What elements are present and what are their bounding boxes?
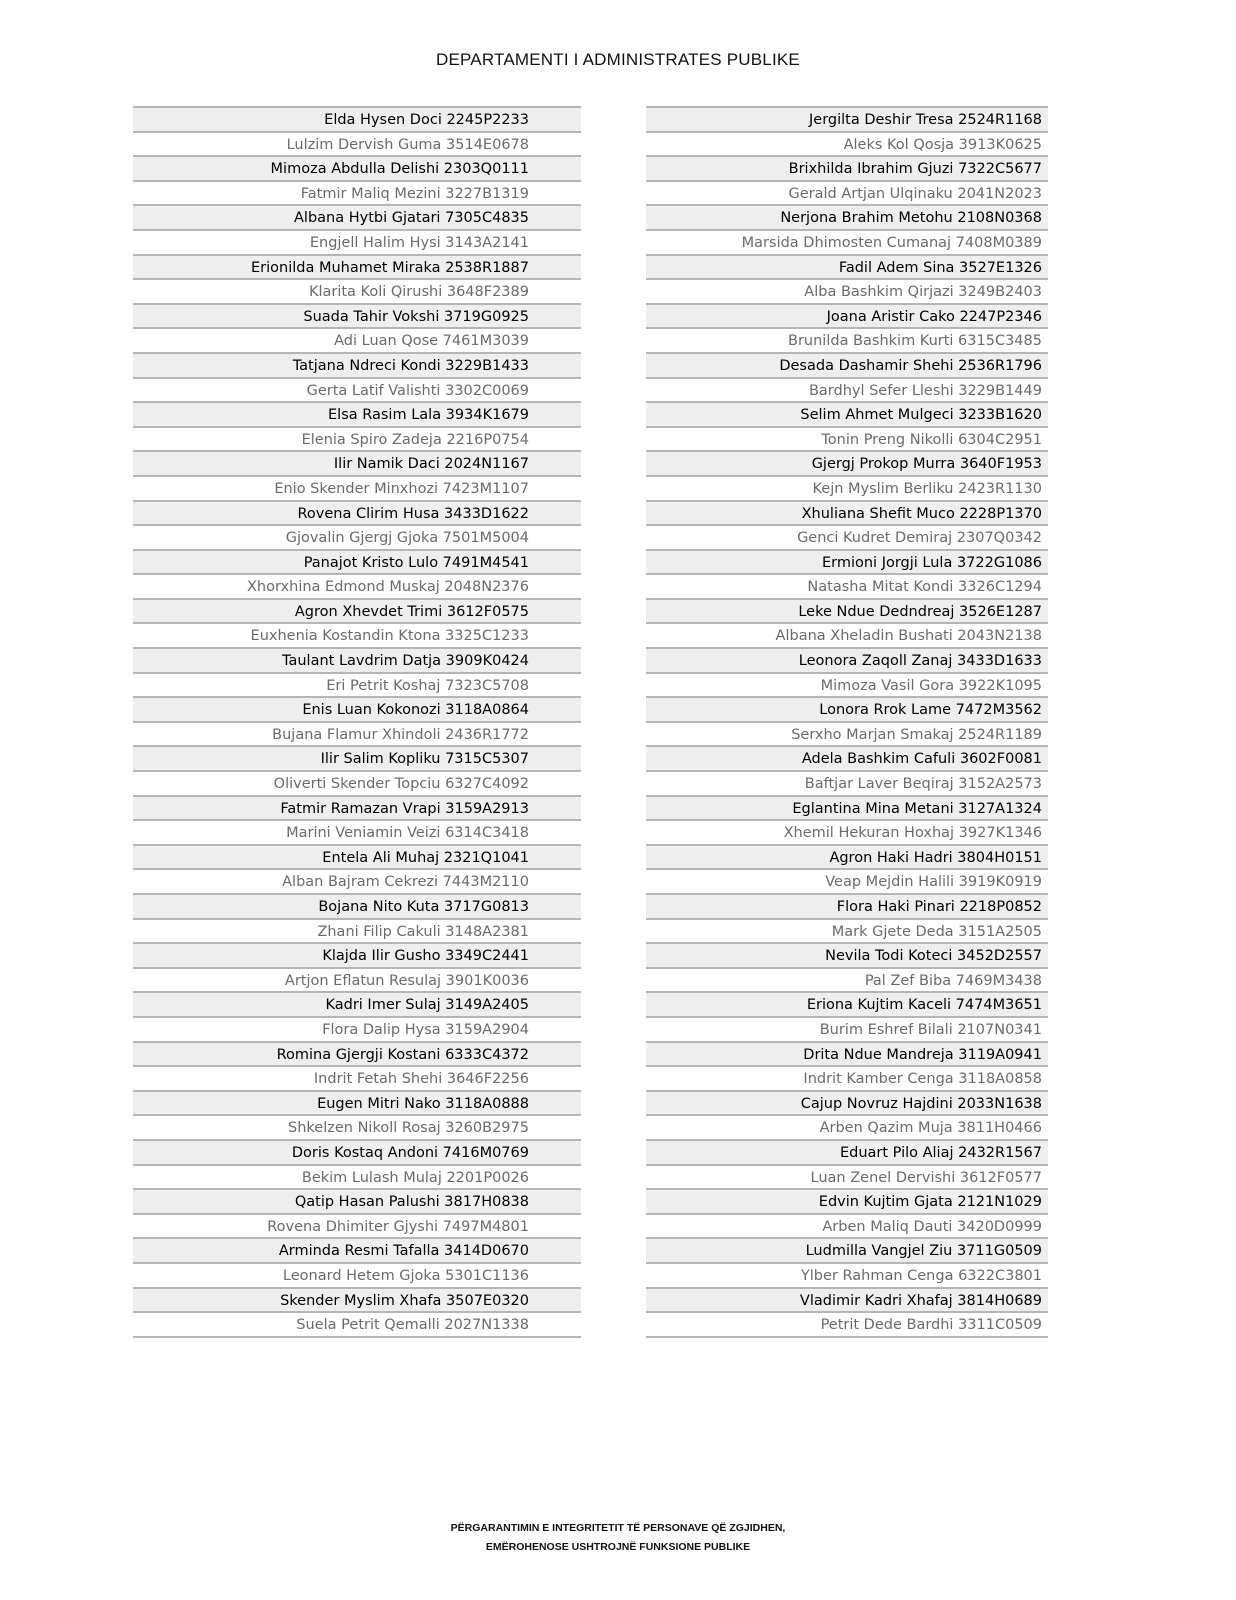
list-item: Baftjar Laver Beqiraj 3152A2573 — [646, 770, 1048, 795]
list-item: Bojana Nito Kuta 3717G0813 — [133, 893, 581, 918]
list-item: Romina Gjergji Kostani 6333C4372 — [133, 1041, 581, 1066]
list-item: Bekim Lulash Mulaj 2201P0026 — [133, 1164, 581, 1189]
list-item: Tonin Preng Nikolli 6304C2951 — [646, 426, 1048, 451]
list-item: Kadri Imer Sulaj 3149A2405 — [133, 991, 581, 1016]
right-name-list — [646, 106, 1048, 1338]
list-item: Petrit Dede Bardhi 3311C0509 — [646, 1311, 1048, 1336]
list-item: Shkelzen Nikoll Rosaj 3260B2975 — [133, 1114, 581, 1139]
list-item: Jergilta Deshir Tresa 2524R1168 — [646, 106, 1048, 131]
footer — [0, 1519, 1236, 1557]
list-item: Leonard Hetem Gjoka 5301C1136 — [133, 1262, 581, 1287]
list-item: Eugen Mitri Nako 3118A0888 — [133, 1090, 581, 1115]
list-item: Eduart Pilo Aliaj 2432R1567 — [646, 1139, 1048, 1164]
list-item: Natasha Mitat Kondi 3326C1294 — [646, 573, 1048, 598]
list-item: Lonora Rrok Lame 7472M3562 — [646, 696, 1048, 721]
list-item: Marsida Dhimosten Cumanaj 7408M0389 — [646, 229, 1048, 254]
list-item: Vladimir Kadri Xhafaj 3814H0689 — [646, 1287, 1048, 1312]
list-item: Joana Aristir Cako 2247P2346 — [646, 303, 1048, 328]
list-item: Klarita Koli Qirushi 3648F2389 — [133, 278, 581, 303]
list-item: Lulzim Dervish Guma 3514E0678 — [133, 131, 581, 156]
list-item: Ludmilla Vangjel Ziu 3711G0509 — [646, 1237, 1048, 1262]
list-item: Doris Kostaq Andoni 7416M0769 — [133, 1139, 581, 1164]
list-item: Arben Qazim Muja 3811H0466 — [646, 1114, 1048, 1139]
list-item: Leonora Zaqoll Zanaj 3433D1633 — [646, 647, 1048, 672]
list-item: Drita Ndue Mandreja 3119A0941 — [646, 1041, 1048, 1066]
list-item: Flora Haki Pinari 2218P0852 — [646, 893, 1048, 918]
list-item: Serxho Marjan Smakaj 2524R1189 — [646, 721, 1048, 746]
list-item: Zhani Filip Cakuli 3148A2381 — [133, 918, 581, 943]
list-item: Brixhilda Ibrahim Gjuzi 7322C5677 — [646, 155, 1048, 180]
list-item: Fatmir Maliq Mezini 3227B1319 — [133, 180, 581, 205]
list-item: Eriona Kujtim Kaceli 7474M3651 — [646, 991, 1048, 1016]
list-item: Xhemil Hekuran Hoxhaj 3927K1346 — [646, 819, 1048, 844]
list-item: Enio Skender Minxhozi 7423M1107 — [133, 475, 581, 500]
footer-line-2: EMËROHENOSE USHTROJNË FUNKSIONE PUBLIKE — [485, 1541, 751, 1553]
list-item: Arben Maliq Dauti 3420D0999 — [646, 1213, 1048, 1238]
list-item: Eri Petrit Koshaj 7323C5708 — [133, 672, 581, 697]
list-divider — [133, 1336, 581, 1338]
list-item: Elda Hysen Doci 2245P2233 — [133, 106, 581, 131]
list-divider — [646, 1336, 1048, 1338]
list-item: Brunilda Bashkim Kurti 6315C3485 — [646, 327, 1048, 352]
list-item: Xhuliana Shefit Muco 2228P1370 — [646, 500, 1048, 525]
list-item: Artjon Eflatun Resulaj 3901K0036 — [133, 967, 581, 992]
list-item: Aleks Kol Qosja 3913K0625 — [646, 131, 1048, 156]
list-item: Ermioni Jorgji Lula 3722G1086 — [646, 549, 1048, 574]
list-item: Bardhyl Sefer Lleshi 3229B1449 — [646, 377, 1048, 402]
list-item: Euxhenia Kostandin Ktona 3325C1233 — [133, 622, 581, 647]
list-item: Gjergj Prokop Murra 3640F1953 — [646, 450, 1048, 475]
list-item: Klajda Ilir Gusho 3349C2441 — [133, 942, 581, 967]
list-item: Gerald Artjan Ulqinaku 2041N2023 — [646, 180, 1048, 205]
list-item: Arminda Resmi Tafalla 3414D0670 — [133, 1237, 581, 1262]
list-item: Mimoza Abdulla Delishi 2303Q0111 — [133, 155, 581, 180]
list-item: Indrit Fetah Shehi 3646F2256 — [133, 1065, 581, 1090]
list-item: Xhorxhina Edmond Muskaj 2048N2376 — [133, 573, 581, 598]
list-item: Mimoza Vasil Gora 3922K1095 — [646, 672, 1048, 697]
list-item: Kejn Myslim Berliku 2423R1130 — [646, 475, 1048, 500]
list-item: Erionilda Muhamet Miraka 2538R1887 — [133, 254, 581, 279]
list-item: Panajot Kristo Lulo 7491M4541 — [133, 549, 581, 574]
list-item: Albana Hytbi Gjatari 7305C4835 — [133, 204, 581, 229]
list-item: Nerjona Brahim Metohu 2108N0368 — [646, 204, 1048, 229]
list-item: Fatmir Ramazan Vrapi 3159A2913 — [133, 795, 581, 820]
list-item: Suela Petrit Qemalli 2027N1338 — [133, 1311, 581, 1336]
list-item: Veap Mejdin Halili 3919K0919 — [646, 868, 1048, 893]
list-item: Enis Luan Kokonozi 3118A0864 — [133, 696, 581, 721]
list-item: Genci Kudret Demiraj 2307Q0342 — [646, 524, 1048, 549]
list-item: Engjell Halim Hysi 3143A2141 — [133, 229, 581, 254]
list-item: Burim Eshref Bilali 2107N0341 — [646, 1016, 1048, 1041]
footer-line-1: PËRGARANTIMIN E INTEGRITETIT TË PERSONAVE QË ZGJIDHEN, — [450, 1522, 786, 1534]
list-item: Agron Haki Hadri 3804H0151 — [646, 844, 1048, 869]
list-item: Nevila Todi Koteci 3452D2557 — [646, 942, 1048, 967]
list-item: Flora Dalip Hysa 3159A2904 — [133, 1016, 581, 1041]
list-item: Gjovalin Gjergj Gjoka 7501M5004 — [133, 524, 581, 549]
list-item: Selim Ahmet Mulgeci 3233B1620 — [646, 401, 1048, 426]
list-item: Alba Bashkim Qirjazi 3249B2403 — [646, 278, 1048, 303]
list-item: Entela Ali Muhaj 2321Q1041 — [133, 844, 581, 869]
list-item: Agron Xhevdet Trimi 3612F0575 — [133, 598, 581, 623]
list-item: Indrit Kamber Cenga 3118A0858 — [646, 1065, 1048, 1090]
list-item: Luan Zenel Dervishi 3612F0577 — [646, 1164, 1048, 1189]
list-item: Taulant Lavdrim Datja 3909K0424 — [133, 647, 581, 672]
list-item: Ylber Rahman Cenga 6322C3801 — [646, 1262, 1048, 1287]
list-item: Albana Xheladin Bushati 2043N2138 — [646, 622, 1048, 647]
list-item: Fadil Adem Sina 3527E1326 — [646, 254, 1048, 279]
list-item: Desada Dashamir Shehi 2536R1796 — [646, 352, 1048, 377]
list-item: Pal Zef Biba 7469M3438 — [646, 967, 1048, 992]
list-item: Skender Myslim Xhafa 3507E0320 — [133, 1287, 581, 1312]
list-item: Gerta Latif Valishti 3302C0069 — [133, 377, 581, 402]
list-item: Adela Bashkim Cafuli 3602F0081 — [646, 745, 1048, 770]
list-item: Qatip Hasan Palushi 3817H0838 — [133, 1188, 581, 1213]
list-item: Suada Tahir Vokshi 3719G0925 — [133, 303, 581, 328]
list-item: Cajup Novruz Hajdini 2033N1638 — [646, 1090, 1048, 1115]
left-name-list — [133, 106, 581, 1338]
list-item: Edvin Kujtim Gjata 2121N1029 — [646, 1188, 1048, 1213]
list-item: Elenia Spiro Zadeja 2216P0754 — [133, 426, 581, 451]
list-item: Ilir Salim Kopliku 7315C5307 — [133, 745, 581, 770]
list-item: Marini Veniamin Veizi 6314C3418 — [133, 819, 581, 844]
list-item: Eglantina Mina Metani 3127A1324 — [646, 795, 1048, 820]
list-item: Rovena Clirim Husa 3433D1622 — [133, 500, 581, 525]
list-item: Elsa Rasim Lala 3934K1679 — [133, 401, 581, 426]
list-item: Rovena Dhimiter Gjyshi 7497M4801 — [133, 1213, 581, 1238]
list-item: Leke Ndue Dedndreaj 3526E1287 — [646, 598, 1048, 623]
page-title: DEPARTAMENTI I ADMINISTRATES PUBLIKE — [436, 50, 800, 69]
list-item: Tatjana Ndreci Kondi 3229B1433 — [133, 352, 581, 377]
list-item: Oliverti Skender Topciu 6327C4092 — [133, 770, 581, 795]
list-item: Bujana Flamur Xhindoli 2436R1772 — [133, 721, 581, 746]
list-item: Alban Bajram Cekrezi 7443M2110 — [133, 868, 581, 893]
list-item: Adi Luan Qose 7461M3039 — [133, 327, 581, 352]
list-item: Ilir Namik Daci 2024N1167 — [133, 450, 581, 475]
list-item: Mark Gjete Deda 3151A2505 — [646, 918, 1048, 943]
